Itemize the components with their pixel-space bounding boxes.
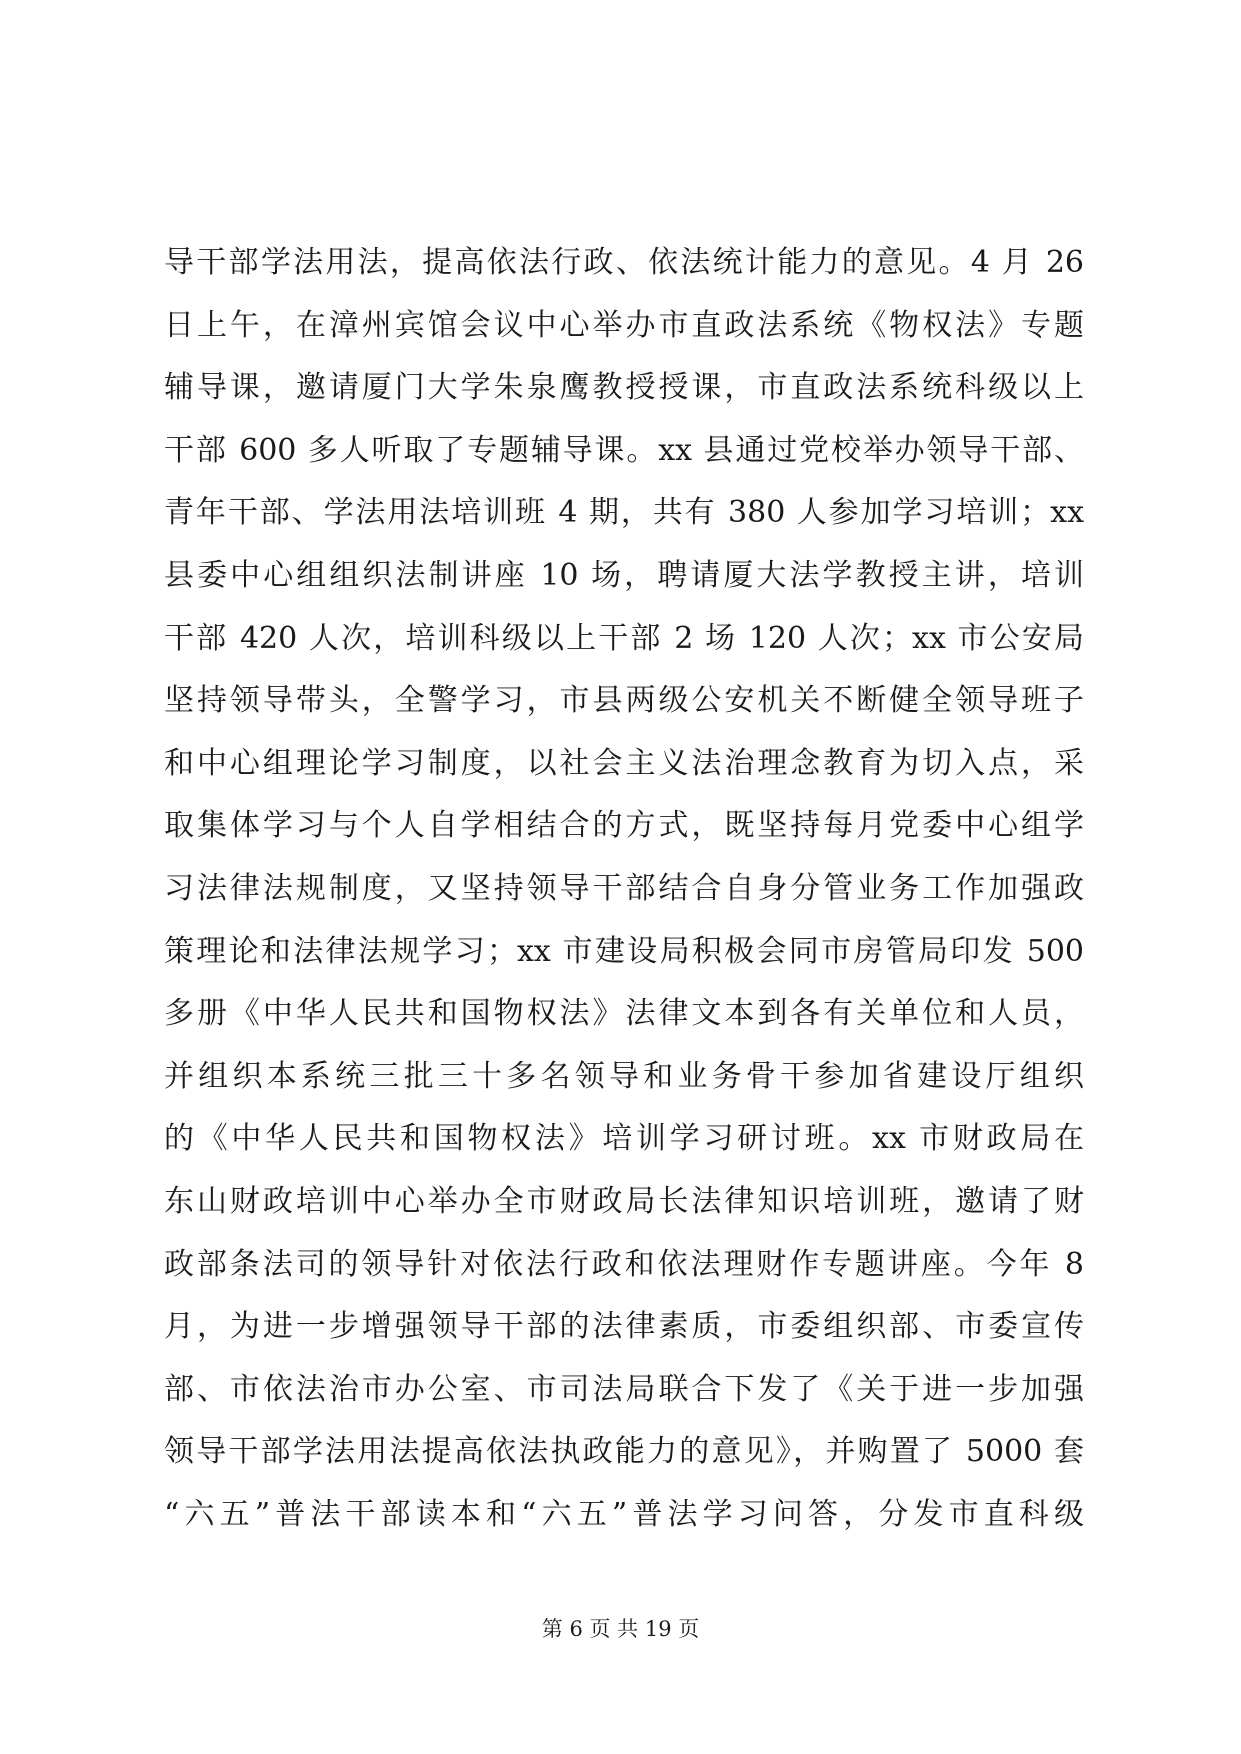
text-line: 干部 600 多人听取了专题辅导课。xx 县通过党校举办领导干部、: [164, 432, 1084, 468]
text-line: 并组织本系统三批三十多名领导和业务骨干参加省建设厅组织: [164, 1058, 1084, 1094]
text-line: 多册《中华人民共和国物权法》法律文本到各有关单位和人员，: [164, 996, 1084, 1032]
text-line: 县委中心组组织法制讲座 10 场，聘请厦大法学教授主讲，培训: [164, 557, 1084, 593]
text-line: 习法律法规制度，又坚持领导干部结合自身分管业务工作加强政: [164, 870, 1084, 906]
text-line: 辅导课，邀请厦门大学朱泉鹰教授授课，市直政法系统科级以上: [164, 370, 1084, 406]
text-line: 和中心组理论学习制度，以社会主义法治理念教育为切入点，采: [164, 745, 1084, 781]
text-line: 政部条法司的领导针对依法行政和依法理财作专题讲座。今年 8: [164, 1246, 1084, 1282]
text-line: 导干部学法用法，提高依法行政、依法统计能力的意见。4 月 26: [164, 245, 1084, 280]
text-line: 部、市依法治市办公室、市司法局联合下发了《关于进一步加强: [164, 1371, 1084, 1407]
text-line: “六五”普法干部读本和“六五”普法学习问答，分发市直科级: [164, 1496, 1084, 1532]
text-line: 干部 420 人次，培训科级以上干部 2 场 120 人次；xx 市公安局: [164, 620, 1084, 656]
text-line: 取集体学习与个人自学相结合的方式，既坚持每月党委中心组学: [164, 808, 1084, 844]
text-line: 领导干部学法用法提高依法执政能力的意见》，并购置了 5000 套: [164, 1434, 1084, 1470]
body-text: [164, 232, 1084, 1546]
text-line: 青年干部、学法用法培训班 4 期，共有 380 人参加学习培训；xx: [164, 495, 1084, 531]
text-line: 的《中华人民共和国物权法》培训学习研讨班。xx 市财政局在: [164, 1121, 1084, 1157]
text-line: 日上午，在漳州宾馆会议中心举办市直政法系统《物权法》专题: [164, 307, 1084, 343]
text-line: 坚持领导带头，全警学习，市县两级公安机关不断健全领导班子: [164, 683, 1084, 719]
text-line: 东山财政培训中心举办全市财政局长法律知识培训班，邀请了财: [164, 1183, 1084, 1219]
text-line: 月，为进一步增强领导干部的法律素质，市委组织部、市委宣传: [164, 1309, 1084, 1345]
text-line: 策理论和法律法规学习；xx 市建设局积极会同市房管局印发 500: [164, 933, 1084, 969]
page-number-footer: 第 6 页 共 19 页: [541, 1617, 700, 1641]
